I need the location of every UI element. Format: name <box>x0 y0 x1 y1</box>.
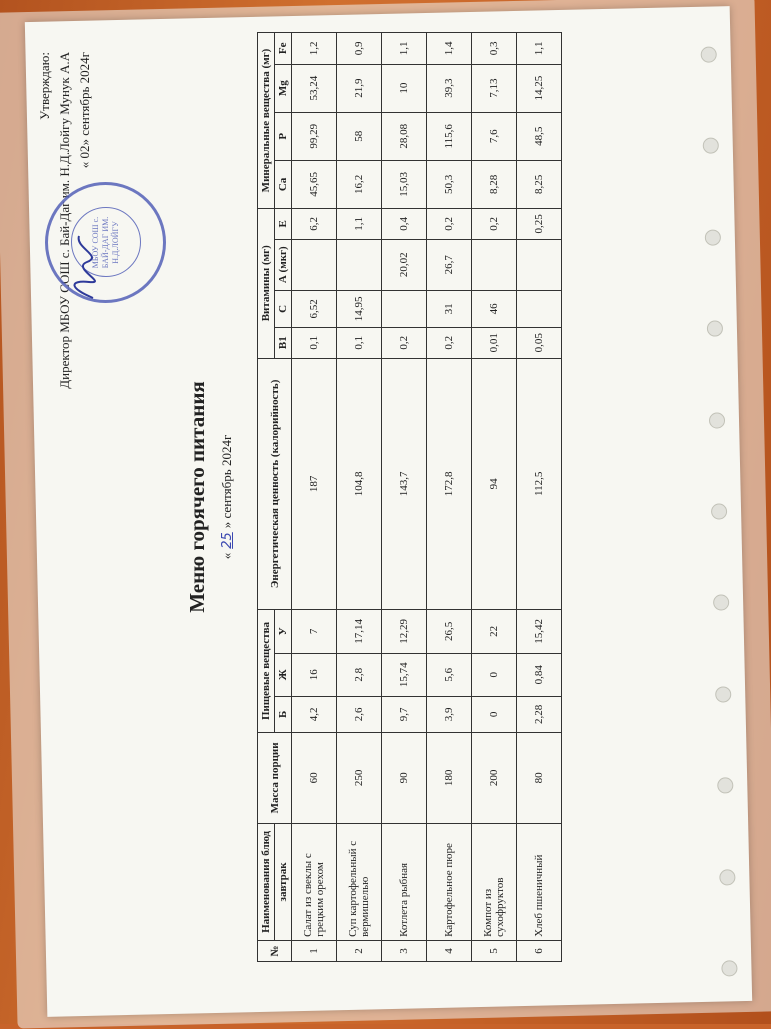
dish-name: Компот из сухофруктов <box>472 823 517 940</box>
header-minerals: Минеральные вещества (мг) <box>258 33 275 209</box>
table-cell: 0,3 <box>472 33 517 65</box>
hole-icon <box>705 229 721 245</box>
table-cell: 16 <box>292 653 337 696</box>
table-cell: 50,3 <box>427 160 472 208</box>
table-cell: 9,7 <box>382 696 427 732</box>
table-cell: 1,1 <box>382 33 427 65</box>
table-row <box>292 33 337 962</box>
table-cell: 4,2 <box>292 696 337 732</box>
dish-name: Котлета рыбная <box>382 823 427 940</box>
table-cell: 48,5 <box>517 112 562 160</box>
header-mass: Масса порции <box>258 732 292 823</box>
table-cell: 80 <box>517 732 562 823</box>
table-cell: 90 <box>382 732 427 823</box>
table-cell: 1,1 <box>337 208 382 239</box>
table-cell: 8,25 <box>517 160 562 208</box>
table-cell: 28,08 <box>382 112 427 160</box>
hole-icon <box>713 595 729 611</box>
hole-icon <box>709 412 725 428</box>
table-cell: 200 <box>472 732 517 823</box>
hole-icon <box>717 777 733 793</box>
hole-icon <box>721 960 737 976</box>
table-cell: 3 <box>382 940 427 961</box>
table-cell: 12,29 <box>382 610 427 653</box>
table-cell: 26,5 <box>427 610 472 653</box>
table-cell <box>517 290 562 327</box>
subheader-a: А (мкг) <box>275 239 292 290</box>
subheader-u: У <box>275 610 292 653</box>
table-cell: 0,2 <box>382 327 427 358</box>
subheader-meal: завтрак <box>275 823 292 940</box>
table-cell: 0,4 <box>382 208 427 239</box>
table-row <box>382 33 427 962</box>
table-cell: 1,4 <box>427 33 472 65</box>
hole-icon <box>715 686 731 702</box>
approve-date: « 02» сентябрь 2024г <box>77 52 92 169</box>
table-cell: 0,05 <box>517 327 562 358</box>
table-cell: 1,2 <box>292 33 337 65</box>
table-cell: 2 <box>337 940 382 961</box>
table-cell: 99,29 <box>292 112 337 160</box>
subheader-ca: Са <box>275 160 292 208</box>
table-cell: 5,6 <box>427 653 472 696</box>
subheader-fe: Fe <box>275 33 292 65</box>
page-title: Меню горячего питания <box>185 381 209 613</box>
signer-name: Мунук А.А <box>57 52 72 115</box>
hole-icon <box>719 869 735 885</box>
table-cell: 10 <box>382 64 427 112</box>
table-cell: 6 <box>517 940 562 961</box>
approve-label: Утверждаю: <box>37 52 52 120</box>
table-cell: 180 <box>427 732 472 823</box>
table-cell: 6,2 <box>292 208 337 239</box>
table-cell: 0,2 <box>427 327 472 358</box>
table-cell: 26,7 <box>427 239 472 290</box>
menu-document <box>25 32 705 962</box>
table-cell: 39,3 <box>427 64 472 112</box>
table-cell: 187 <box>292 358 337 610</box>
table-cell: 3,9 <box>427 696 472 732</box>
dish-name: Суп картофельный с вермишелью <box>337 823 382 940</box>
table-cell: 5 <box>472 940 517 961</box>
header-energy: Энергетическая ценность (калорийность) <box>258 358 292 610</box>
table-cell: 7,13 <box>472 64 517 112</box>
table-row <box>472 33 517 962</box>
hole-icon <box>703 138 719 154</box>
table-cell: 15,42 <box>517 610 562 653</box>
header-name: Наименования блюд <box>258 823 275 940</box>
table-cell: 1 <box>292 940 337 961</box>
table-cell <box>337 239 382 290</box>
header-vitamins: Витамины (мг) <box>258 208 275 358</box>
table-cell: 172,8 <box>427 358 472 610</box>
table-cell: 4 <box>427 940 472 961</box>
table-cell <box>517 239 562 290</box>
director-line: Директор МБОУ СОШ с. Бай-Даг им. Н.Д.Лойгу <box>57 118 72 389</box>
table-cell: 60 <box>292 732 337 823</box>
table-cell: 2,8 <box>337 653 382 696</box>
table-cell: 143,7 <box>382 358 427 610</box>
table-cell: 115,6 <box>427 112 472 160</box>
table-cell: 58 <box>337 112 382 160</box>
menu-table <box>257 32 562 962</box>
table-cell: 0 <box>472 696 517 732</box>
table-cell: 250 <box>337 732 382 823</box>
signature-icon <box>65 232 101 302</box>
table-row <box>337 33 382 962</box>
table-cell: 0,1 <box>337 327 382 358</box>
table-cell: 15,03 <box>382 160 427 208</box>
table-cell: 0,25 <box>517 208 562 239</box>
dish-name: Хлеб пшеничный <box>517 823 562 940</box>
table-cell: 7,6 <box>472 112 517 160</box>
table-cell: 31 <box>427 290 472 327</box>
table-cell: 22 <box>472 610 517 653</box>
subheader-zh: Ж <box>275 653 292 696</box>
school-stamp <box>45 182 166 303</box>
table-cell: 0 <box>472 653 517 696</box>
subheader-b: Б <box>275 696 292 732</box>
table-cell: 104,8 <box>337 358 382 610</box>
table-cell <box>292 239 337 290</box>
subheader-e: Е <box>275 208 292 239</box>
table-cell: 0,9 <box>337 33 382 65</box>
table-cell: 0,2 <box>427 208 472 239</box>
table-cell: 45,65 <box>292 160 337 208</box>
table-cell: 0,01 <box>472 327 517 358</box>
table-cell: 46 <box>472 290 517 327</box>
table-cell: 17,14 <box>337 610 382 653</box>
table-cell: 2,6 <box>337 696 382 732</box>
table-cell: 0,84 <box>517 653 562 696</box>
table-cell: 16,2 <box>337 160 382 208</box>
table-cell <box>382 290 427 327</box>
table-cell: 2,28 <box>517 696 562 732</box>
header-nutrients: Пищевые вещества <box>258 610 275 733</box>
table-cell <box>472 239 517 290</box>
table-cell: 94 <box>472 358 517 610</box>
hole-icon <box>711 503 727 519</box>
dish-name: Салат из свеклы с грецким орехом <box>292 823 337 940</box>
table-cell: 7 <box>292 610 337 653</box>
stamp-text: МБОУ СОШ с. БАЙ-ДАГ ИМ. Н.Д.ЛОЙГУ <box>71 208 141 278</box>
table-row <box>427 33 472 962</box>
table-cell: 6,52 <box>292 290 337 327</box>
table-cell: 15,74 <box>382 653 427 696</box>
subheader-mg: Mg <box>275 64 292 112</box>
hole-icon <box>707 321 723 337</box>
table-cell: 1,1 <box>517 33 562 65</box>
table-cell: 14,25 <box>517 64 562 112</box>
dish-name: Картофельное пюре <box>427 823 472 940</box>
table-cell: 0,1 <box>292 327 337 358</box>
table-cell: 20,02 <box>382 239 427 290</box>
table-cell: 14,95 <box>337 290 382 327</box>
menu-day: 25 <box>220 532 235 549</box>
table-row <box>517 33 562 962</box>
table-cell: 112,5 <box>517 358 562 610</box>
table-cell: 53,24 <box>292 64 337 112</box>
subheader-b1: В1 <box>275 327 292 358</box>
subheader-p: Р <box>275 112 292 160</box>
table-cell: 8,28 <box>472 160 517 208</box>
subheader-c: С <box>275 290 292 327</box>
table-cell: 0,2 <box>472 208 517 239</box>
table-cell: 21,9 <box>337 64 382 112</box>
menu-month-year: сентябрь 2024г <box>219 434 234 519</box>
header-num: № <box>258 940 292 961</box>
menu-date: «25» сентябрь 2024г <box>219 434 235 560</box>
